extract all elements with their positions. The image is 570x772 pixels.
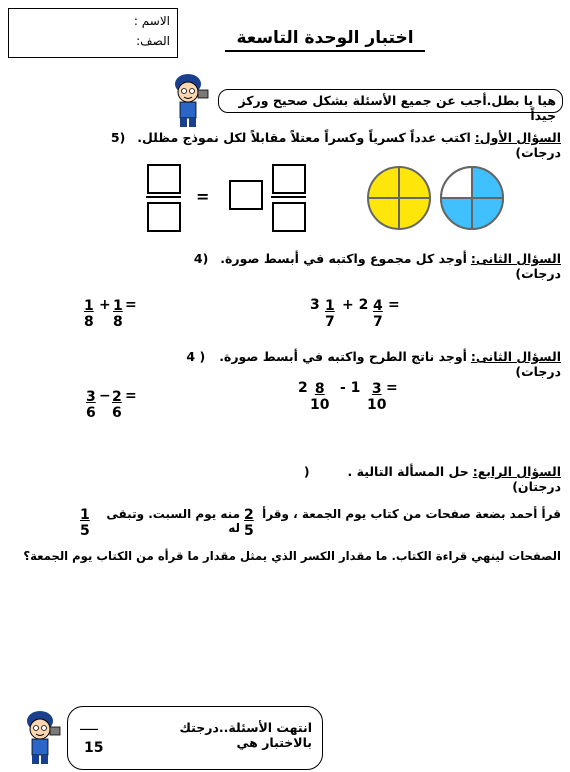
q2b-op: + 2: [342, 297, 369, 313]
q3a-frac1: 3 6: [86, 389, 96, 421]
class-label: الصف:: [136, 34, 170, 48]
equals-sign: =: [196, 187, 210, 206]
q4-frac-saturday: 2 5: [244, 507, 254, 539]
q2-text: أوجد كل مجموع واكتبه في أبسط صورة.: [220, 251, 467, 266]
q3-heading: [150, 349, 561, 379]
q4-line2: الصفحات لينهي قراءة الكتاب. ما مقدار الكسر الذي يمثل مقدار ما قرأه من الكتاب يوم الجمعة؟: [23, 549, 561, 563]
circle-model-partial: [439, 165, 505, 235]
answer-box-num-left[interactable]: [147, 164, 181, 194]
circle-model-full: [366, 165, 432, 235]
q4-line1: قرأ أحمد بضعة صفحات من كتاب يوم الجمعة ، وقرأ: [262, 507, 561, 521]
answer-box-den-left[interactable]: [147, 202, 181, 232]
q1-title: السؤال الأول:: [474, 130, 561, 145]
q4-frac-remaining: 1 5: [80, 507, 90, 539]
q2a-op: +: [99, 297, 111, 313]
q1-heading: [95, 130, 561, 160]
q2a-frac1: 1 8: [84, 298, 94, 330]
name-label: الاسم :: [133, 14, 170, 28]
q3a-eq: =: [125, 388, 137, 404]
q1-text: اكتب عدداً كسرياً وكسراً معتلاً مقابلاً لكل نموذج مظلل.: [137, 130, 471, 145]
q2b-eq: =: [388, 297, 400, 313]
q3b-eq: =: [386, 380, 398, 396]
q2a-eq: =: [125, 297, 137, 313]
score-blank[interactable]: ___: [80, 716, 98, 730]
q3b-frac2: 3 10: [367, 381, 387, 413]
q3a-frac2: 2 6: [112, 389, 122, 421]
q2-marks: (4 درجات): [193, 251, 561, 281]
mascot-illustration-footer: [20, 707, 70, 767]
page-title: اختبار الوحدة التاسعة: [225, 28, 425, 52]
q2b-frac2: 4 7: [373, 298, 383, 330]
q2-heading: [170, 251, 561, 281]
q4-line1b: منه يوم السبت. وتبقى له: [106, 507, 240, 535]
q2b-whole1: 3: [310, 297, 320, 313]
q4-title: السؤال الرابع:: [472, 464, 561, 479]
mascot-illustration: [168, 70, 218, 130]
q3b-whole1: 2: [298, 380, 308, 396]
q3b-op: - 1: [340, 380, 361, 396]
q2a-frac2: 1 8: [113, 298, 123, 330]
q2-title: السؤال الثانى:: [470, 251, 561, 266]
q1-marks: (5 درجات): [110, 130, 561, 160]
answer-box-whole[interactable]: [229, 180, 263, 210]
q4-text: حل المسألة التالية .: [347, 464, 469, 479]
q3-title: السؤال الثانى:: [470, 349, 561, 364]
answer-box-den-right[interactable]: [272, 202, 306, 232]
q3-text: أوجد ناتج الطرح واكتبه في أبسط صورة.: [219, 349, 467, 364]
q4-marks: ( درجتان): [303, 464, 561, 494]
score-total: 15: [84, 740, 104, 756]
frac-line-left: [146, 196, 181, 198]
footer-text: انتهت الأسئلة..درجتك بالاختبار هي: [179, 720, 312, 750]
q3b-frac1: 8 10: [310, 381, 330, 413]
frac-line-right: [271, 196, 306, 198]
q3-marks: ( 4 درجات): [186, 349, 561, 379]
q3a-op: −: [99, 388, 111, 404]
intro-text: هيا يا بطل.أجب عن جميع الأسئلة بشكل صحيح وركز جيداً: [238, 93, 556, 123]
q4-heading: [265, 464, 561, 494]
q2b-frac1: 1 7: [325, 298, 335, 330]
answer-box-num-right[interactable]: [272, 164, 306, 194]
